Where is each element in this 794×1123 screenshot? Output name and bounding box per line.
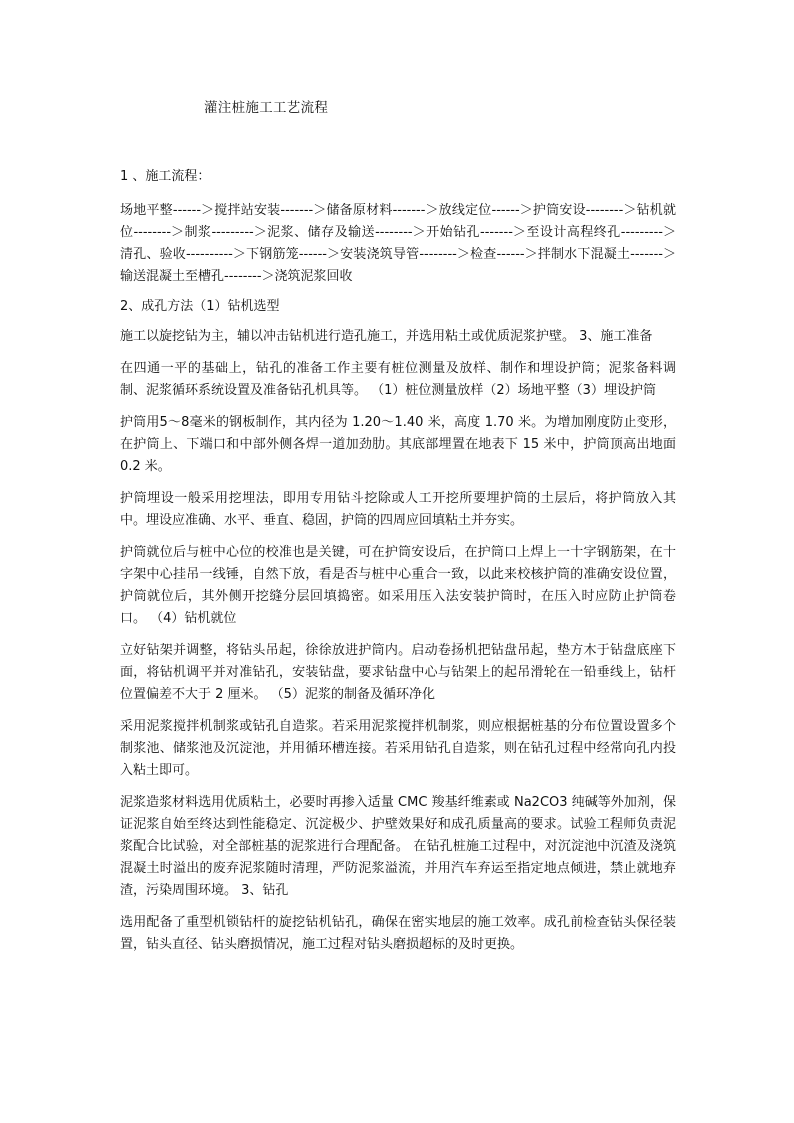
section-heading-hole-forming: 2、成孔方法（1）钻机选型 (120, 299, 280, 314)
document-title: 灌注桩施工工艺流程 (204, 100, 329, 116)
section-heading-construction-process: 1 、施工流程： (120, 169, 211, 184)
paragraph-casing-alignment: 护筒就位后与桩中心位的校准也是关键，可在护筒安设后，在护筒口上焊上一十字钢筋架，在十字架中心挂吊一线锤，自然下放，看是否与桩中心重合一致，以此来校核护筒的准确安设位置，护筒就位后，其外侧开挖缝分层回填捣密。如采用压入法安装护筒时，在压入时应防止护筒卷口。 （4）钻机就位 (120, 545, 676, 626)
paragraph-drilling: 选用配备了重型机锁钻杆的旋挖钻机钻孔，确保在密实地层的施工效率。成孔前检查钻头保径装置，钻头直径、钻头磨损情况，施工过程对钻头磨损超标的及时更换。 (120, 915, 676, 952)
paragraph-casing-burial: 护筒埋设一般采用挖埋法，即用专用钻斗挖除或人工开挖所要埋护筒的土层后，将护筒放入其中。埋设应准确、水平、垂直、稳固，护筒的四周应回填粘土并夯实。 (120, 491, 676, 528)
paragraph-slurry-preparation: 采用泥浆搅拌机制浆或钻孔自造浆。若采用泥浆搅拌机制浆，则应根据桩基的分布位置设置多个制浆池、储浆池及沉淀池，并用循环槽连接。若采用钻孔自造浆，则在钻孔过程中经常向孔内投入粘土即可。 (120, 719, 676, 778)
paragraph-casing-fabrication: 护筒用5～8毫米的钢板制作，其内径为 1.20～1.40 米，高度 1.70 米。为增加刚度防止变形，在护筒上、下端口和中部外侧各焊一道加劲肋。其底部埋置在地表下 15 米中，护筒顶高出地面 0.2 米。 (120, 415, 676, 474)
paragraph-drill-selection: 施工以旋挖钻为主，辅以冲击钻机进行造孔施工，并选用粘土或优质泥浆护壁。 3、施工准备 (120, 329, 653, 344)
document-body (120, 166, 676, 966)
paragraph-preparation: 在四通一平的基础上，钻孔的准备工作主要有桩位测量及放样、制作和埋设护筒；泥浆备料调制、泥浆循环系统设置及准备钻孔机具等。 （1）桩位测量放样（2）场地平整（3）埋设护筒 (120, 361, 676, 398)
paragraph-slurry-materials: 泥浆造浆材料选用优质粘土，必要时再掺入适量 CMC 羧基纤维素或 Na2CO3 纯碱等外加剂，保证泥浆自始至终达到性能稳定、沉淀极少、护壁效果好和成孔质量高的要求。试验工程师负责泥浆配合比试验，对全部桩基的泥浆进行合理配备。 在钻孔桩施工过程中，对沉淀池中沉渣及浇筑混凝土时溢出的废弃泥浆随时清理，严防泥浆溢流，并用汽车弃运至指定地点倾进，禁止就地弃渣，污染周围环境。 3、钻孔 (120, 795, 676, 898)
paragraph-drill-positioning: 立好钻架并调整，将钻头吊起，徐徐放进护筒内。启动卷扬机把钻盘吊起，垫方木于钻盘底座下面，将钻机调平并对准钻孔，安装钻盘，要求钻盘中心与钻架上的起吊滑轮在一铅垂线上，钻杆位置偏差不大于 2 厘米。 （5）泥浆的制备及循环净化 (120, 643, 676, 702)
paragraph-process-flow: 场地平整------＞搅拌站安装-------＞储备原材料-------＞放线定位------＞护筒安设--------＞钻机就位--------＞制浆---------＞泥浆、储存及输送--------＞开始钻孔-------＞至设计高程终孔---------＞清孔、验收----------＞下钢筋笼------＞安装浇筑导管--------＞检查------＞拌制水下混凝土-------＞输送混凝土至槽孔--------＞浇筑泥浆回收 (120, 203, 676, 284)
